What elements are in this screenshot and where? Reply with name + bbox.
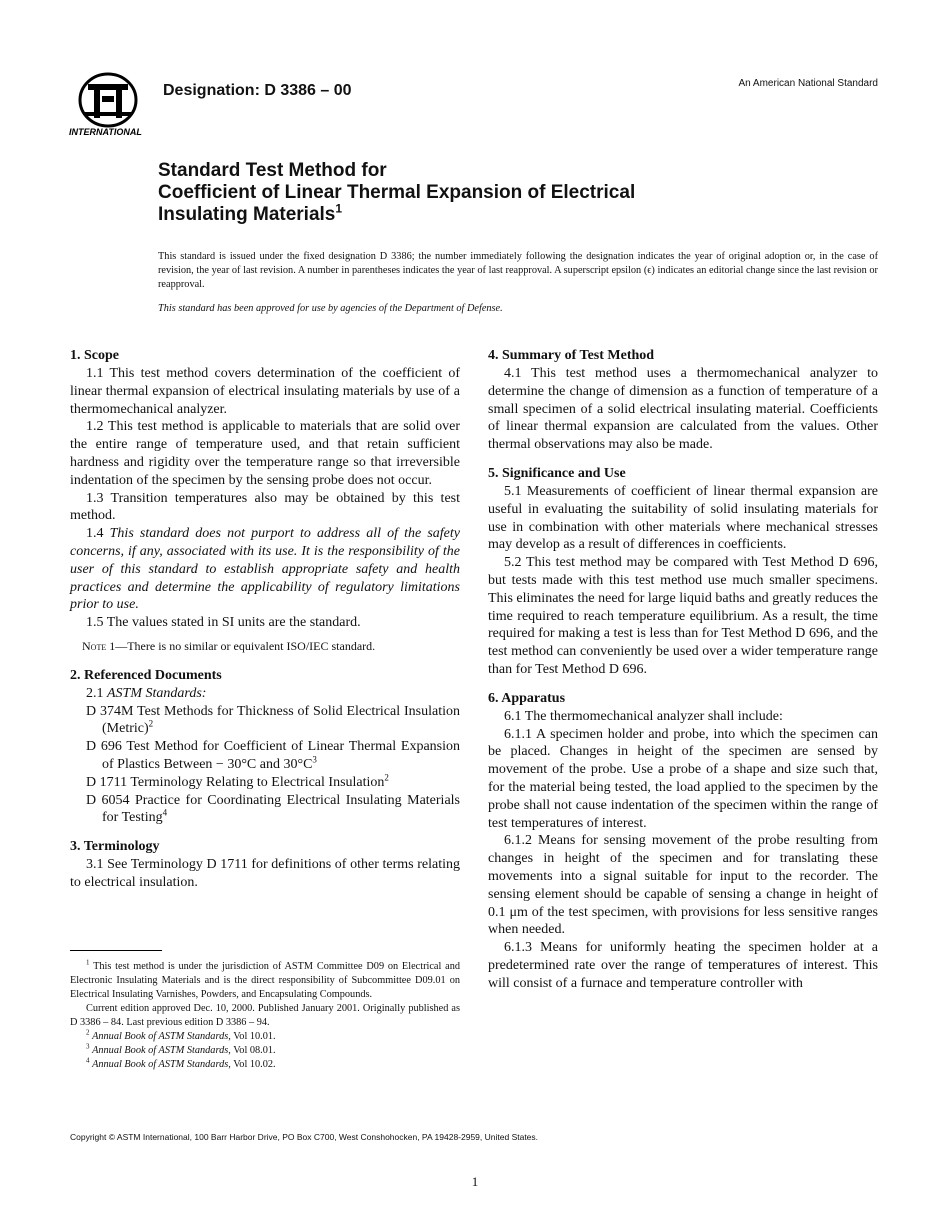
section-heading-significance: 5. Significance and Use [488,465,626,481]
right-column [488,346,878,993]
footnote-1-edition: Current edition approved Dec. 10, 2000. Published January 2001. Originally published as D 3386 – 84. Last previous edition D 3386 – 94. [70,1003,460,1028]
paragraph-6-1-1: 6.1.1 A specimen holder and probe, into which the specimen can be placed. Changes in height of the specimen are sensed by movement of the probe. Use a probe of a shape and size such that, for the material being tested, the load applied to the specimen by the probe shall not cause indentation of the specimen within the range of test temperatures of interest. [488,726,878,831]
footnote-3: $^3$ Annual Book of ASTM Standards, Vol 08.01. [86,1042,276,1056]
note-1: Note 1—There is no similar or equivalent ISO/IEC standard. [82,638,376,653]
title-line-1: Standard Test Method for [158,160,387,181]
reference-d374m: D 374M Test Methods for Thickness of Solid Electrical Insulation (Metric)$^2$ [86,703,460,737]
logo-subtext: INTERNATIONAL [69,127,142,137]
paragraph-6-1-3: 6.1.3 Means for uniformly heating the specimen holder at a predetermined rate over the range of temperatures of interest. This will consist of a furnace and temperature controller with [488,940,878,991]
paragraph-2-1: 2.1 ASTM Standards: [86,685,207,701]
designation: Designation: D 3386 – 00 [163,82,352,99]
footnote-divider [70,950,162,951]
section-heading-summary: 4. Summary of Test Method [488,348,655,363]
paragraph-3-1: 3.1 See Terminology D 1711 for definitions of other terms relating to electrical insulation. [70,857,460,890]
astm-logo-icon [68,72,150,140]
title-line-3: Insulating Materials$^1$ [158,201,343,225]
copyright-notice: Copyright © ASTM International, 100 Barr Harbor Drive, PO Box C700, West Conshohocken, PA 19428-2959, United States. [70,1132,539,1142]
issued-statement: This standard is issued under the fixed designation D 3386; the number immediately following the designation indicates the year of original adoption or, in the case of revision, the year of last revision. A number in parentheses indicates the year of last reapproval. A superscript epsilon (ϵ) indicates an editorial change since the last revision or reapproval. [158,251,878,290]
approved-statement: This standard has been approved for use by agencies of the Department of Defense. [158,303,503,314]
document-title [158,160,798,226]
section-heading-referenced-documents: 2. Referenced Documents [70,667,222,683]
paragraph-1-2: 1.2 This test method is applicable to materials that are solid over the entire range of temperature used, and that retain sufficient hardness and rigidity over the temperature range so that irreversible indentation of the specimen by the sensing probe does not occur. [70,419,460,488]
section-heading-terminology: 3. Terminology [70,839,160,855]
footnote-4: $^4$ Annual Book of ASTM Standards, Vol 10.02. [86,1056,276,1070]
paragraph-1-4: 1.4 This standard does not purport to address all of the safety concerns, if any, associated with its use. It is the responsibility of the user of this standard to establish appropriate safety and health practices and determine the applicability of regulatory limitations prior to use. [70,526,461,613]
page-number: 1 [471,1174,479,1189]
paragraph-4-1: 4.1 This test method uses a thermomechanical analyzer to determine the change of dimension as a function of temperature of a small specimen of a solid electrical insulating material. Coefficients of linear thermal expansion are calculated from the values. Other thermal observations may also be made. [488,366,878,453]
paragraph-1-5: 1.5 The values stated in SI units are the standard. [86,615,361,631]
national-standard-label: An American National Standard [738,78,878,89]
paragraph-1-1: 1.1 This test method covers determination of the coefficient of linear thermal expansion of electrical insulating materials by use of a thermomechanical analyzer. [70,366,460,417]
title-line-2: Coefficient of Linear Thermal Expansion of Electrical [158,182,636,203]
reference-d6054: D 6054 Practice for Coordinating Electrical Insulating Materials for Testing$^4$ [86,792,460,826]
title-footnote-mark: 1 [335,201,343,216]
paragraph-5-1: 5.1 Measurements of coefficient of linear thermal expansion are useful in evaluating the suitability of solid insulating materials for use in combination with other materials where mechanical stresses may develop as a result of differences in coefficients. [488,483,878,553]
paragraph-6-1-2: 6.1.2 Means for sensing movement of the probe resulting from changes in height of the specimen and for translating these movements into a signal suitable for input to the recorder. The sensing element should be capable of sensing a change in height of 0.1 μm of the test specimen, with provisions for less sensitive ranges when needed. [488,833,878,938]
section-heading-apparatus: 6. Apparatus [488,690,566,706]
paragraph-1-3: 1.3 Transition temperatures also may be obtained by this test method. [70,490,460,524]
reference-d1711: D 1711 Terminology Relating to Electrical Insulation$^2$ [86,772,389,790]
footnote-1: $^1$ This test method is under the jurisdiction of ASTM Committee D09 on Electrical and Electronic Insulating Materials and is the direct responsibility of Subcommittee D09.01 on Electrical Insulating Varnishes, Powders, and Encapsulating Compounds. [70,958,460,1000]
footnotes [70,960,460,1072]
left-column [70,346,460,892]
paragraph-5-2: 5.2 This test method may be compared with Test Method D 696, but tests made with this test method use much smaller specimens. This eliminates the need for large liquid baths and greatly reduces the time required to reach temperature equilibrium. As a result, the time required for making a test is less than for Test Method D 696, and the test method can conveniently be used over a wider temperature range than for Test Method D 696. [488,555,878,677]
paragraph-6-1: 6.1 The thermomechanical analyzer shall include: [504,708,783,724]
reference-d696: D 696 Test Method for Coefficient of Linear Thermal Expansion of Plastics Between − 30°C and $30^\circ C^3$ [86,739,460,772]
footnote-2: $^2$ Annual Book of ASTM Standards, Vol 10.01. [86,1028,276,1042]
section-heading-scope: 1. Scope [70,348,119,363]
astm-logo [68,72,150,140]
